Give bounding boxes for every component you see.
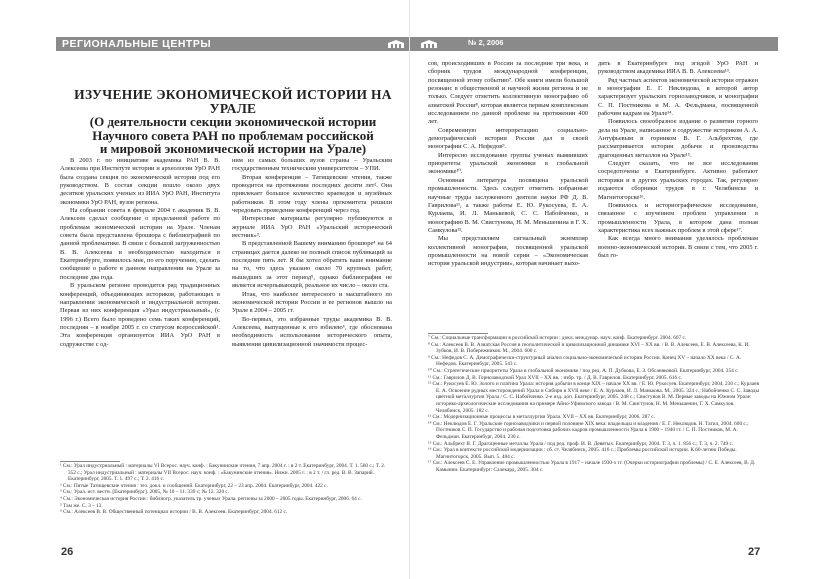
paragraph: Современную интерпретацию социально-демографической истории России дал в своей монографии С. А. Нефедов⁹.: [428, 126, 588, 151]
footnote: ⁴ См.: Экономическая история России : библиогр. указатель тр. ученых Урала. регионы за 2000 – 2005 годы. Екатеринбург, 2006. 64 с.: [60, 495, 362, 502]
right-page-column-1: [428, 60, 588, 269]
footnote: ¹⁶ См.: Урал в контексте российской модернизации : сб. ст. Челябинск, 2005. 416 с.; Проблемы российской истории. К 60-летию Победы. Магнитогорск, 2005. Вып. 5. 484 с.: [428, 447, 737, 460]
paragraph: дить в Екатеринбурге под эгидой УрО РАН и руководством академика ИИА В. В. Алексеева¹³.: [598, 60, 758, 76]
section-header-title: РЕГИОНАЛЬНЫЕ ЦЕНТРЫ: [62, 38, 212, 50]
right-page-column-2: [598, 60, 758, 260]
footnote: ¹² См.: Рукосуев Е. Ю. Золото и платина Урала: история добычи в конце XIX – начале XX вв. / Е. Ю. Рукосуев. Екатеринбург, 2004. 230 с.; Курлаев Е. А. Освоение рудных месторождений Урала и Сибири в XVII веке / Е. А. Курлаев, И. Л. Манькова. М., 2005. 324 с.; Набойченко С. С. Заводы цветной металлургии Урала / С. С. Набойченко. 2-е изд. доп. Екатеринбург, 2005. 248 с.; Свистунов В. М. Первые заводы на Южном Урале: историко-археологические исследования на примере Айно-Уфимского завода / В. М. Свистунов, Н. М. Меньшенин, Г. Х. Самкулов. Челябинск, 2005. 182 с.: [428, 381, 760, 414]
title-line-1: ИЗУЧЕНИЕ ЭКОНОМИЧЕСКОЙ ИСТОРИИ НА УРАЛЕ: [74, 87, 392, 116]
footnote: ¹⁴ См.: Неклюдов Е. Г. Уральские горнозаводчики и первой половине XIX века: владельцы и владения / Е. Г. Неклюдов. Н. Тагил, 2004. 600 с.; Постников С. П. Государство и рабочая подготовка рабочих кадров промышленности Урала в 1900 – 1940 гг. / С. П. Постников, М. А. Фельдман. Екатеринбург, 2004. 230 с.: [428, 420, 749, 440]
footnote: ¹³ См.: Модернизационные процессы в металлургии Урала. XVII – XX вв. Екатеринбург, 2006. 287 с.: [428, 414, 655, 421]
title-line-4: и мировой экономической истории на Урале): [99, 141, 367, 156]
journal-logo-icon: [418, 38, 440, 50]
right-footnotes: [428, 335, 761, 473]
section-header-bar: [56, 37, 410, 51]
footnote: ⁵ Там же. С. 3 – 13.: [60, 502, 103, 509]
paragraph: Появилось и историографическое исследование, связанное с изучением проблем управления в промышленности Урала, в котором дана полная характеристика всех важных проблем в этой сфере¹⁷.: [598, 201, 758, 234]
left-footnotes: [60, 463, 392, 516]
footnote-rule: [60, 461, 120, 462]
paragraph: В уральском регионе проводится ряд традиционных конференций, объединяющих историков, работающих в направлении экономической и индустриальной истории. Первая из них конференция «Урал индустриальный», (с 1996 г.) Всего было проведено семь таких конференций, последняя – в ноябре 2005 г. со статусом всероссийской¹. Эта конференция организуется ИИА УрО РАН в содружестве с од-: [60, 282, 220, 348]
footnote: ¹⁰ См.: Стратегические приоритеты Урала в глобальной экономике / под ред. А. П. Дубкова, Е. З. Обсаняковой. Екатеринбург, 2004. 354 с.: [428, 367, 739, 374]
footnote: ⁸ См.: Алексеев В. В. Азиатская Россия в геополитической и цивилизационной динамике XVI – XX вв. / В. В. Алексеев, Е. В. Алексеева, К. И. Зубков, И. В. Побережников. М., 2004. 600 с.: [428, 341, 750, 355]
issue-header-bar: [410, 37, 778, 51]
footnote: ⁹ См.: Нефедов С. А. Демографически-структурный анализ социально-экономической истории России. Конец XV – начало XX века / С. А. Нефедов. Екатеринбург, 2005. 543 с.: [428, 354, 742, 368]
article-title: [56, 88, 410, 156]
paragraph: Как всегда много внимания уделялось проблемам военно-экономической истории. В связи с тем, что 2005 г. был го-: [598, 235, 758, 259]
paragraph: Вторая конференция – Татищевские чтения, также проводится на протяжении последних десяти лет². Она привлекает большое количество краеведов и музейных работников. В этом году члены оргкомитета решили чередовать проведение конференций через год.: [232, 173, 392, 215]
paragraph: Следует сказать, что не все исследования сосредоточены в Екатеринбурге. Активно работают историки и в других уральских городах. Так, регулярно издаются сборники трудов в г. Челябинске и Магнитогорске¹⁶.: [598, 160, 758, 201]
paragraph: Основная литература посвящена уральской промышленности. Здесь следует отметить избранные научные труды заслуженного деятеля науки РФ Д. В. Гаврилова¹¹, а также работы Е. Ю. Рукосуева, Е. А. Курлаева, И. Л. Манькевой, С. С. Набойченко, и монографию В. М. Свистунова, Н. М. Меньшенина и Г. Х. Самкулова¹².: [428, 176, 588, 234]
paragraph: В 2003 г. по инициативе академика РАН В. В. Алексеева при Институте истории и археологии УрО РАН была создана секция по экономической истории под его руководством. В состав секции вошло около двух десятков уральских ученых из ИИА УрО РАН, Института экономики УрО РАН, вузов региона.: [60, 157, 220, 206]
title-line-3: Научного совета РАН по проблемам российской: [92, 127, 374, 143]
footnote: ¹⁷ См.: Алексеев С. Е. Управление промышленностью Урала в 1917 – начале 1930-х гг. (Очерки историографии проблемы) / С. Е. Алексеев, В. Д. Камынин. Екатеринбург: Салекард, 2005. 304 с.: [428, 460, 756, 473]
footnote: ¹ См.: Урал индустриальный : материалы VI Всерос. науч. конф. : Бакунинские чтения, 7 апр. 2004 г. : в 2 т. Екатеринбург, 2004. Т. 1. 560 с.; Т. 2. 352 с.; Урал индустриальный : материалы VII Всерос. науч. конф. : «Бакунинские чтения». Нижн. 2005 г. : в 2 т. / гл. ред. В. В. Запарий. Екатеринбург, 2005. Т. 1. 497 с.; Т. 2. 416 с.: [60, 463, 386, 483]
footnote: ¹⁵ См.: Альбрехт В. Г. Драгоценные металлы Урала / под ред. проф. И. В. Девятых. Екатеринбург, 2004. Т. 3, ч. 1. 856 с.; Т. 3, ч. 2. 749 с.: [428, 440, 734, 447]
footnote: ⁷ См.: Социальные трансформации в российской истории : докл. междунар. науч. конф. Екатеринбург. 2004. 607 с.: [428, 335, 687, 341]
page-number-right: 27: [748, 546, 761, 558]
footnote-rule: [428, 333, 488, 334]
paragraph: В представленной Вашему вниманию брошюре⁴ на 64 страницах дается далеко не полный список публикаций за последние пять лет. Я бы хотел обратить ваше внимание на то, что здесь указано около 70 крупных работ, вышедших за этот период⁵, однако библиография не является исчерпывающей, реальное их число – около ста.: [232, 240, 392, 290]
right-page: [410, 0, 820, 579]
left-page-column-1: [60, 157, 220, 349]
paragraph: ним из самых больших вузов страны – Уральским государственным техническим университетом – УПИ.: [232, 157, 392, 173]
footnote: ³ См.: Урал. ист. вестн. [Екатеринбург]. 2005, № 10 – 11. 339 с; № 12. 320 с.: [60, 489, 230, 496]
title-line-2: (О деятельности секции экономической истории: [89, 114, 377, 129]
paragraph: Мы представляем сигнальный экземпляр коллективной монографии, посвященной уральской промышленности на новой серии – «Экономическая история уральской индустрии», которая начинает выхо-: [428, 235, 588, 268]
footnote: ² См.: Пятые Татищевские чтения : тез. докл. и сообщений. Екатеринбург, 22 – 23 апр. 2004. Екатеринбург, 2004. 422 с.: [60, 482, 328, 489]
paragraph: Во-первых, это избранные труды академика В. В. Алексеева, выпущенные к его юбилею⁶, где обоснована необходимость использования исторического опыта, выявления цивилизационной значимости процес-: [232, 315, 392, 348]
page-number-left: 26: [61, 546, 74, 558]
paragraph: Интересные материалы регулярно публикуются в журнале ИИА УрО РАН «Уральский исторический вестник»³.: [232, 215, 392, 240]
paragraph: сов, происходивших в России за последние три века, и сборник трудов международной конференции, посвященной этому событию⁷. Обе книги имели большой резонанс в общественной и научной жизни региона и не только. Следует отметить коллективную монографию об азиатской России⁸, которая является первым комплексным исследованием по данной проблеме на протяжении 400 лет.: [428, 60, 588, 126]
journal-logo-icon: [385, 38, 407, 50]
issue-number: № 2, 2006: [468, 38, 504, 47]
paragraph: Ряд частных аспектов экономической истории отражен в монографии Е. Г. Неклюдова, в которой автор характеризует уральских горнозаводчиков, и монографии С. П. Постникова и М. А. Фельдмана, посвященной рабочим кадрам на Урале¹⁴.: [598, 76, 758, 118]
paragraph: На собрании совета в феврале 2004 г. академик В. В. Алексеев сделал сообщение о проделанной работе по проблемам экономической истории на Урале. Членам совета была представлена брошюра с библиографией по данной проблематике. В связи с большой загруженностью В. В. Алексеева и необходимостью находиться в Екатеринбурге, появилось мне, по его поручению, сделать сообщение о работе в данном направлении на Урале за последние два года.: [60, 207, 220, 281]
paragraph: Интересно исследование группы ученых выявивших приоритеты уральской экономики в глобальной экономике¹⁰.: [428, 151, 588, 176]
paragraph: Появилось своеобразное издание о развитии горного дела на Урале, написанное в содружестве историком А. А. Антуфьевым и горником В. Г. Альбрехтом, где рассматривается история добычи и производства драгоценных металлов на Урале¹⁵.: [598, 118, 758, 159]
paragraph: Итак, что наиболее интересного и масштабного по экономической истории России и ее регионов вышло на Урале в 2004 – 2005 гг.: [232, 290, 392, 315]
footnote: ¹¹ См.: Гаврилов Д. В. Горнозаводской Урал XVII – XX вв. : избр. тр. / Д. В. Гаврилов. Екатеринбург, 2005. 616 с.: [428, 374, 683, 381]
left-page-column-2: [232, 157, 392, 349]
footnote: ⁶ См.: Алексеев В. В. Общественный потенциал истории / В. В. Алексеев. Екатеринбург, 2004. 612 с.: [60, 509, 288, 516]
